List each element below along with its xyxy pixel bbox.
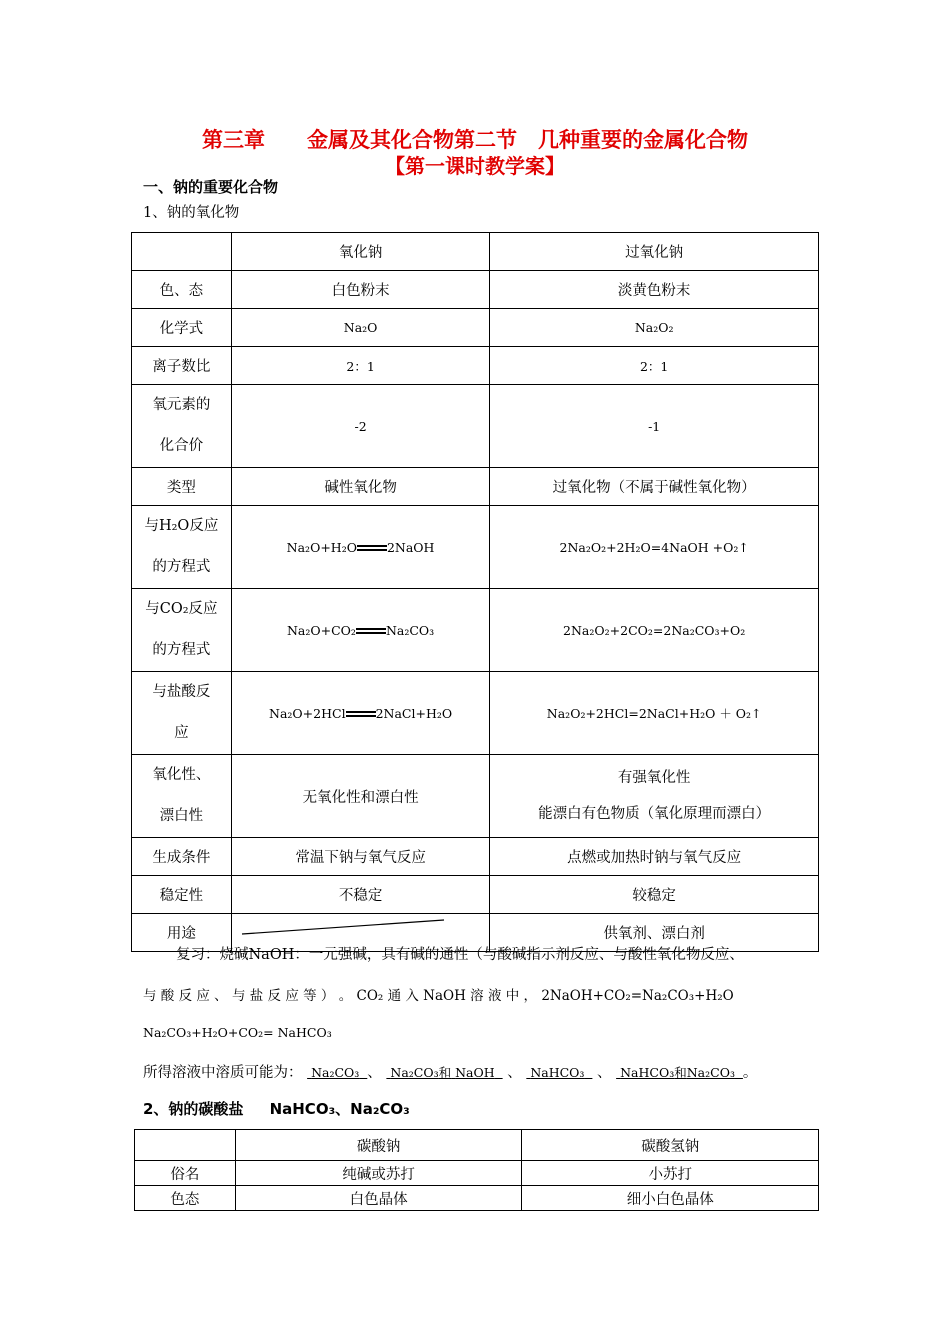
cell-na2o2: 点燃或加热时钠与氧气反应	[490, 838, 819, 876]
row-label: 生成条件	[132, 838, 232, 876]
cell-na2o: 无氧化性和漂白性	[231, 755, 490, 838]
row-label: 与盐酸反 应	[132, 672, 232, 755]
row-label: 俗名	[135, 1161, 236, 1186]
answer-blank: Na₂CO₃和 NaOH	[390, 1065, 495, 1080]
cell-na2o: 不稳定	[231, 876, 490, 914]
review-line-3: Na₂CO₃+H₂O+CO₂= NaHCO₃	[143, 1025, 332, 1040]
table-row	[132, 838, 819, 876]
sodium-carbonates-table	[134, 1129, 819, 1211]
answer-blank: Na₂CO₃	[311, 1065, 360, 1080]
table-row	[132, 876, 819, 914]
subsection-sodium-oxides: 1、钠的氧化物	[143, 205, 240, 221]
table-header-cell	[135, 1130, 236, 1161]
document-title: 第三章 金属及其化合物第二节 几种重要的金属化合物	[202, 128, 748, 152]
cell-na2o2: -1	[490, 385, 819, 468]
cell-na2o2: 有强氧化性 能漂白有色物质（氧化原理而漂白）	[490, 755, 819, 838]
cell-na2o: Na₂O+2HCl 2NaCl+H₂O	[231, 672, 490, 755]
cell-na2o: 碱性氧化物	[231, 468, 490, 506]
cell-na2o2: 较稳定	[490, 876, 819, 914]
cell-na2o2: Na₂O₂	[490, 309, 819, 347]
table-row	[132, 468, 819, 506]
row-label: 色态	[135, 1186, 236, 1211]
section-heading-carbonates: 2、钠的碳酸盐 NaHCO₃、Na₂CO₃	[143, 1100, 410, 1118]
table-row	[132, 589, 819, 672]
row-label: 用途	[132, 914, 232, 952]
table-row	[132, 755, 819, 838]
cell-na2co3: 纯碱或苏打	[235, 1161, 522, 1186]
cell-na2o: 2：1	[231, 347, 490, 385]
cell-na2o2: 供氧剂、漂白剂	[490, 914, 819, 952]
cell-na2o: Na₂O+H₂O 2NaOH	[231, 506, 490, 589]
table-header-cell: 碳酸氢钠	[522, 1130, 819, 1161]
double-line-equals-icon	[357, 544, 387, 552]
lesson-subtitle: 【第一课时教学案】	[385, 154, 565, 178]
answer-blank: NaHCO₃	[530, 1065, 585, 1080]
table-row	[132, 672, 819, 755]
sodium-oxides-table	[131, 232, 819, 952]
cell-na2co3: 白色晶体	[235, 1186, 522, 1211]
cell-na2o2: Na₂O₂+2HCl=2NaCl+H₂O ＋ O₂↑	[490, 672, 819, 755]
table-row	[132, 347, 819, 385]
table-row	[132, 506, 819, 589]
table-row	[132, 309, 819, 347]
section-heading-sodium-compounds: 一、钠的重要化合物	[143, 178, 279, 196]
answer-blank: NaHCO₃和Na₂CO₃	[620, 1065, 735, 1080]
cell-nahco3: 小苏打	[522, 1161, 819, 1186]
cell-na2o: Na₂O	[231, 309, 490, 347]
cell-na2o2: 2Na₂O₂+2H₂O=4NaOH +O₂↑	[490, 506, 819, 589]
row-label: 化学式	[132, 309, 232, 347]
table-row	[135, 1186, 819, 1211]
cell-na2o: Na₂O+CO₂ Na₂CO₃	[231, 589, 490, 672]
cell-na2o: 常温下钠与氧气反应	[231, 838, 490, 876]
row-label: 色、态	[132, 271, 232, 309]
row-label: 类型	[132, 468, 232, 506]
double-line-equals-icon	[356, 627, 386, 635]
row-label: 与H₂O反应 的方程式	[132, 506, 232, 589]
cell-na2o: 白色粉末	[231, 271, 490, 309]
table-row	[135, 1161, 819, 1186]
table-header-cell	[132, 233, 232, 271]
review-line-2: 与 酸 反 应 、 与 盐 反 应 等 ） 。 CO₂ 通 入 NaOH 溶 液 中 ， 2NaOH+CO₂=Na₂CO₃+H₂O	[143, 988, 734, 1004]
row-label: 离子数比	[132, 347, 232, 385]
double-line-equals-icon	[346, 710, 376, 718]
table-header-cell: 过氧化钠	[490, 233, 819, 271]
table-row	[132, 385, 819, 468]
table-header-cell: 碳酸钠	[235, 1130, 522, 1161]
cell-na2o2: 2：1	[490, 347, 819, 385]
table-row	[132, 271, 819, 309]
review-line-4: 所得溶液中溶质可能为： Na₂CO₃ 、 Na₂CO₃和 NaOH 、 NaHCO₃ 、 NaHCO₃和Na₂CO₃ 。	[143, 1065, 758, 1081]
cell-na2o: -2	[231, 385, 490, 468]
cell-nahco3: 细小白色晶体	[522, 1186, 819, 1211]
cell-na2o2: 2Na₂O₂+2CO₂=2Na₂CO₃+O₂	[490, 589, 819, 672]
row-label: 氧元素的 化合价	[132, 385, 232, 468]
row-label: 稳定性	[132, 876, 232, 914]
row-label: 氧化性、 漂白性	[132, 755, 232, 838]
row-label: 与CO₂反应 的方程式	[132, 589, 232, 672]
cell-na2o2: 淡黄色粉末	[490, 271, 819, 309]
review-line-1: 复习：烧碱NaOH：一元强碱，具有碱的通性（与酸碱指示剂反应、与酸性氧化物反应、	[176, 947, 744, 963]
table-header-cell: 氧化钠	[231, 233, 490, 271]
cell-na2o2: 过氧化物（不属于碱性氧化物）	[490, 468, 819, 506]
